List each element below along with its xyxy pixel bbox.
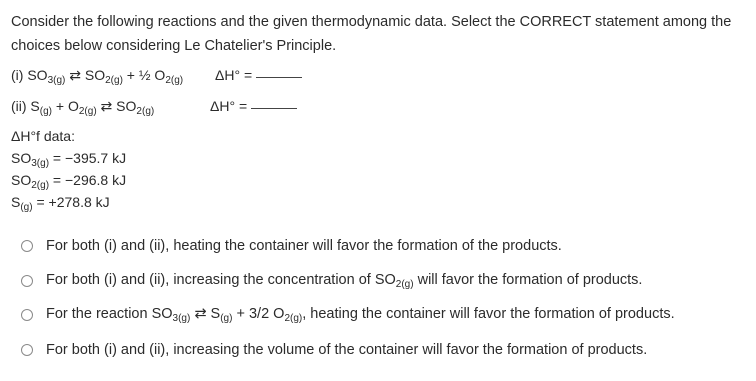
- subscript: 2(g): [31, 180, 50, 191]
- radio-button[interactable]: [21, 275, 33, 287]
- reaction-text: (ii) S: [11, 98, 40, 114]
- data-s: [11, 194, 110, 213]
- delta-h-ii: [210, 98, 297, 114]
- subscript: 3(g): [31, 158, 50, 169]
- data-so2: [11, 172, 126, 191]
- data-text: = −296.8 kJ: [49, 172, 127, 188]
- data-text: S: [11, 194, 21, 210]
- subscript: 2(g): [78, 106, 97, 117]
- choice-label: For both (i) and (ii), increasing the volume of the container will favor the formation of products.: [46, 342, 648, 358]
- subscript: 2(g): [284, 313, 303, 324]
- subscript: 3(g): [172, 313, 191, 324]
- delta-h-label: ΔH° =: [210, 98, 248, 114]
- choice-text: will favor the formation of products.: [413, 272, 643, 288]
- data-text: SO: [11, 150, 32, 166]
- reaction-ii: [11, 98, 154, 117]
- data-so3: [11, 150, 126, 169]
- subscript: (g): [39, 106, 53, 117]
- delta-h-label: ΔH° =: [215, 67, 253, 83]
- reaction-text: (i) SO: [11, 67, 48, 83]
- choice-text: ⇄ S: [190, 306, 221, 322]
- reaction-text: ⇄ SO: [96, 98, 137, 114]
- choice-label: [46, 306, 675, 324]
- choice-text: , heating the container will favor the formation of products.: [302, 306, 675, 322]
- reaction-text: + O: [52, 98, 79, 114]
- choice-label: For both (i) and (ii), heating the container will favor the formation of the products.: [46, 238, 562, 254]
- choice-text: For both (i) and (ii), increasing the concentration of SO: [46, 272, 396, 288]
- data-text: = +278.8 kJ: [32, 194, 110, 210]
- radio-button[interactable]: [21, 344, 33, 356]
- data-text: = −395.7 kJ: [49, 150, 127, 166]
- reaction-text: + ½ O: [122, 67, 166, 83]
- data-text: SO: [11, 172, 32, 188]
- subscript: 2(g): [105, 75, 123, 86]
- choice-text: + 3/2 O: [232, 306, 285, 322]
- subscript: (g): [220, 313, 233, 324]
- choice-2[interactable]: [21, 270, 642, 292]
- subscript: 2(g): [136, 106, 155, 117]
- answer-blank: [251, 107, 297, 109]
- choice-text: For the reaction SO: [46, 306, 173, 322]
- data-heading: ΔH°f data:: [11, 128, 75, 144]
- subscript: (g): [20, 202, 33, 213]
- radio-button[interactable]: [21, 309, 33, 321]
- delta-h-i: [215, 67, 302, 83]
- answer-blank: [256, 76, 302, 78]
- subscript: 3(g): [47, 75, 66, 86]
- subscript: 2(g): [165, 75, 184, 86]
- question-text: Consider the following reactions and the given thermodynamic data. Select the CORRECT statement among the choices below considering Le Chatelier's Principle.: [11, 14, 732, 54]
- subscript: 2(g): [395, 279, 414, 290]
- choice-4[interactable]: [21, 339, 647, 361]
- choice-1[interactable]: [21, 235, 562, 257]
- reaction-i: [11, 67, 183, 86]
- reaction-text: ⇄ SO: [65, 67, 106, 83]
- choice-3[interactable]: [21, 304, 675, 326]
- choice-label: [46, 272, 642, 290]
- radio-button[interactable]: [21, 240, 33, 252]
